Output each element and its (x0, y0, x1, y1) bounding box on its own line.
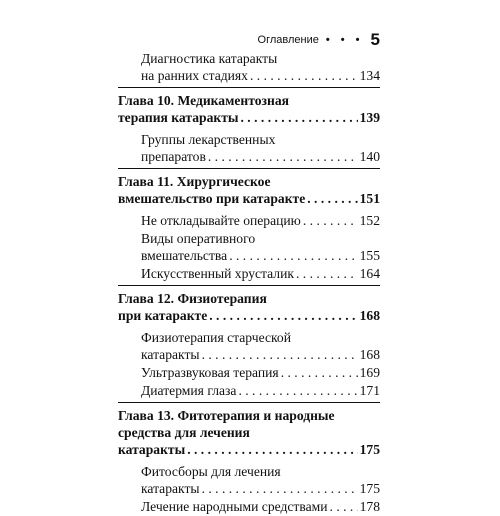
toc-entry-row (141, 382, 380, 399)
toc-entry (118, 230, 380, 264)
toc-entry-line: Виды оперативного (141, 231, 256, 246)
book-page (118, 0, 380, 514)
chapter-entries (118, 129, 380, 165)
dot-leader (307, 190, 357, 207)
toc-entry-title: Лечение народными средствами (141, 499, 328, 514)
toc-entry-row (141, 498, 380, 515)
chapter-page-number: 151 (359, 191, 380, 206)
toc-entry (118, 463, 380, 497)
toc-page-number: 171 (359, 383, 380, 398)
dot-leader (238, 382, 357, 399)
toc-page-number: 140 (359, 149, 380, 164)
dot-leader (202, 346, 358, 363)
dot-leader (209, 307, 357, 324)
toc-entry (118, 382, 380, 399)
dot-leader (303, 212, 358, 229)
toc-entry-row (141, 212, 380, 229)
dot-leader (241, 109, 358, 126)
chapter-title-row (118, 307, 380, 324)
toc-page-number: 169 (359, 365, 380, 380)
toc-entry (118, 364, 380, 381)
chapter-page-number: 175 (359, 442, 380, 457)
table-of-contents (118, 50, 380, 516)
dot-leader (296, 265, 358, 282)
dot-leader (250, 67, 358, 84)
toc-entry (118, 212, 380, 229)
dot-leader (187, 441, 357, 458)
toc-entry-line: Диагностика катаракты (141, 51, 278, 66)
toc-entry-title: Ультразвуковая терапия (141, 365, 279, 380)
running-head (258, 30, 380, 50)
chapter-heading (118, 403, 380, 461)
toc-entry-line: Группы лекарственных (141, 132, 276, 147)
chapter-heading (118, 169, 380, 210)
toc-entry-title: вмешательства (141, 248, 228, 263)
chapter-title-row (118, 441, 380, 458)
chapter-title: при катаракте (118, 308, 208, 323)
toc-entry (118, 329, 380, 363)
chapter-title: вмешательство при катаракте (118, 191, 306, 206)
toc-entry-row (141, 67, 380, 84)
toc-entry-title: Не откладывайте операцию (141, 213, 301, 228)
chapter-page-number: 139 (359, 110, 380, 125)
toc-entry-title: Диатермия глаза (141, 383, 237, 398)
chapter-entries (118, 327, 380, 399)
chapter-entries (118, 461, 380, 515)
chapter-title-line: Глава 10. Медикаментозная (118, 93, 289, 108)
toc-page-number: 155 (359, 248, 380, 263)
toc-top-entry (118, 50, 380, 84)
toc-entry (118, 265, 380, 282)
chapter-title: катаракты (118, 442, 186, 457)
toc-page-number: 168 (359, 347, 380, 362)
running-head-dots: • • • (325, 34, 364, 46)
page-number: 5 (370, 30, 380, 49)
toc-entry-title: препаратов (141, 149, 206, 164)
chapter-title-row (118, 109, 380, 126)
toc-entry-title: Искусственный хрусталик (141, 266, 294, 281)
chapter-title-line: Глава 13. Фитотерапия и народные (118, 408, 335, 423)
chapter-page-number: 168 (359, 308, 380, 323)
toc-entry-row (141, 247, 380, 264)
chapter-title-line: средства для лечения (118, 425, 250, 440)
toc-entry (118, 131, 380, 165)
running-head-title: Оглавление (257, 34, 319, 46)
chapter-title-line: Глава 11. Хирургическое (118, 174, 271, 189)
toc-entry-row (141, 346, 380, 363)
dot-leader (330, 498, 358, 515)
toc-page-number: 175 (359, 481, 380, 496)
toc-entry-row (141, 148, 380, 165)
toc-entry (118, 498, 380, 515)
toc-page-number: 134 (359, 68, 380, 83)
toc-entry-row (141, 265, 380, 282)
chapter-heading (118, 88, 380, 129)
toc-entry-line: Физиотерапия старческой (141, 330, 291, 345)
chapter-heading (118, 286, 380, 327)
dot-leader (229, 247, 357, 264)
toc-entry-title: катаракты (141, 481, 200, 496)
toc-entry-row (141, 480, 380, 497)
toc-page-number: 152 (359, 213, 380, 228)
chapter-title: терапия катаракты (118, 110, 239, 125)
toc-entry-row (141, 364, 380, 381)
dot-leader (208, 148, 358, 165)
dot-leader (281, 364, 358, 381)
chapter-entries (118, 210, 380, 282)
toc-page-number: 178 (359, 499, 380, 514)
toc-page-number: 164 (359, 266, 380, 281)
chapter-title-row (118, 190, 380, 207)
chapter-title-line: Глава 12. Физиотерапия (118, 291, 267, 306)
toc-entry-title: катаракты (141, 347, 200, 362)
dot-leader (202, 480, 358, 497)
toc-entry-title: на ранних стадиях (141, 68, 248, 83)
toc-entry-line: Фитосборы для лечения (141, 464, 281, 479)
